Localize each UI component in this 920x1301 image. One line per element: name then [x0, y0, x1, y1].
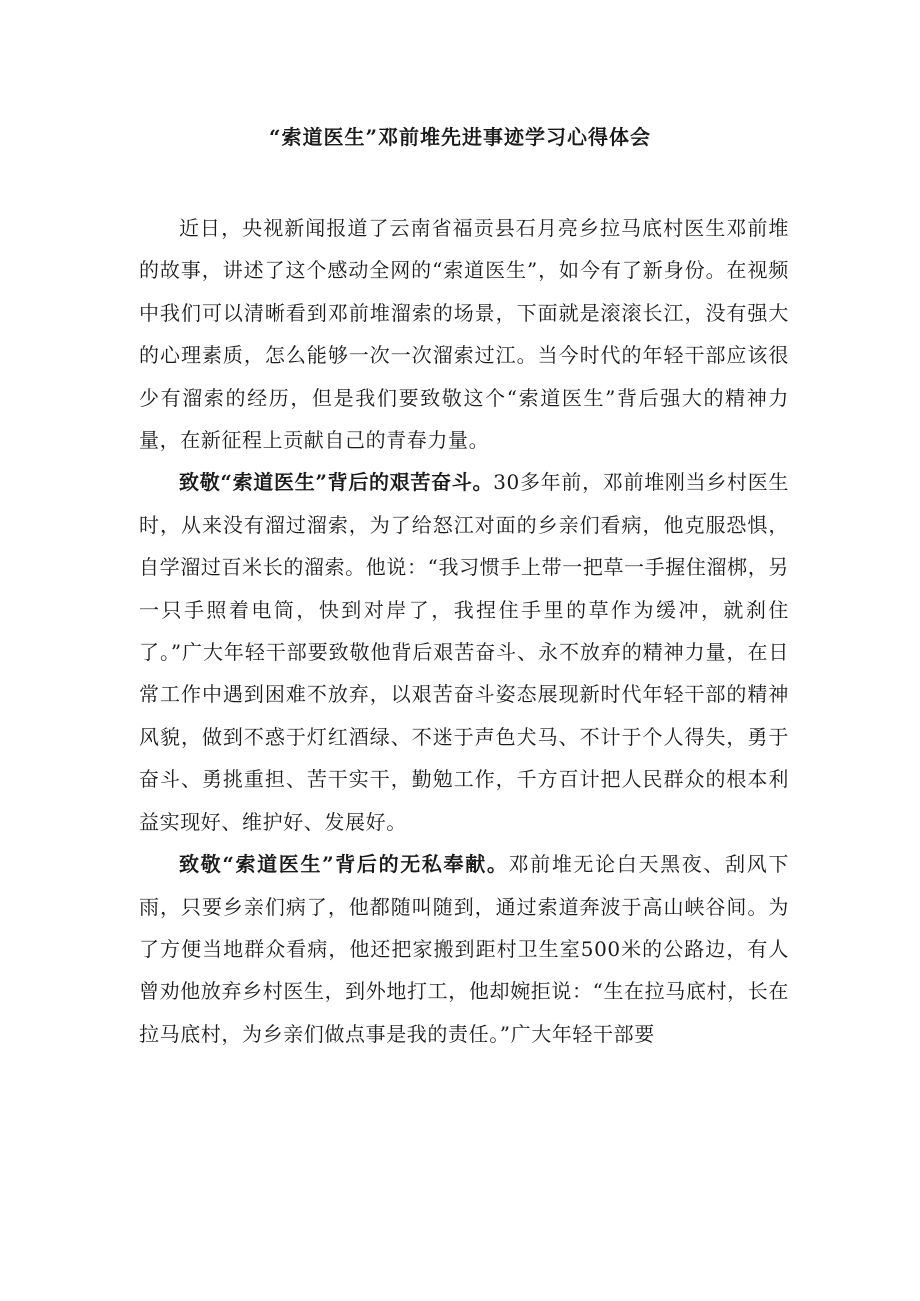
paragraph-text: 邓前堆无论白天黑夜、刮风下雨，只要乡亲们病了，他都随叫随到，通过索道奔波于高山峡谷间。为了方便当地群众看病，他还把家搬到距村卫生室500米的公路边，有人曾劝他放弃乡村医生，到外地打工，他却婉拒说：“生在拉马底村，长在拉马底村，为乡亲们做点事是我的责任。”广大年轻干部要 [139, 852, 789, 1046]
document-body [139, 207, 789, 1055]
document-title: “索道医生”邓前堆先进事迹学习心得体会 [268, 125, 651, 149]
paragraph-text: 30多年前，邓前堆刚当乡村医生时，从来没有溜过溜索，为了给怒江对面的乡亲们看病，他克服恐惧，自学溜过百米长的溜索。他说：“我习惯手上带一把草一手握住溜梆，另一只手照着电筒，快到对岸了，我捏住手里的草作为缓冲，就刹住了。”广大年轻干部要致敬他背后艰苦奋斗、永不放弃的精神力量，在日常工作中遇到困难不放弃，以艰苦奋斗姿态展现新时代年轻干部的精神风貌，做到不惑于灯红酒绿、不迷于声色犬马、不计于个人得失，勇于奋斗、勇挑重担、苦干实干，勤勉工作，千方百计把人民群众的根本利益实现好、维护好、发展好。 [139, 470, 790, 834]
paragraph-intro [139, 207, 789, 461]
paragraph-lead: 致敬“索道医生”背后的无私奉献。 [179, 852, 509, 877]
paragraph-selfless-dedication [139, 843, 789, 1055]
paragraph-lead: 致敬“索道医生”背后的艰苦奋斗。 [179, 470, 494, 495]
paragraph-hard-struggle [139, 461, 789, 843]
paragraph-text: 近日，央视新闻报道了云南省福贡县石月亮乡拉马底村医生邓前堆的故事，讲述了这个感动全网的“索道医生”，如今有了新身份。在视频中我们可以清晰看到邓前堆溜索的场景，下面就是滚滚长江，没有强大的心理素质，怎么能够一次一次溜索过江。当今时代的年轻干部应该很少有溜索的经历，但是我们要致敬这个“索道医生”背后强大的精神力量，在新征程上贡献自己的青春力量。 [139, 216, 789, 453]
